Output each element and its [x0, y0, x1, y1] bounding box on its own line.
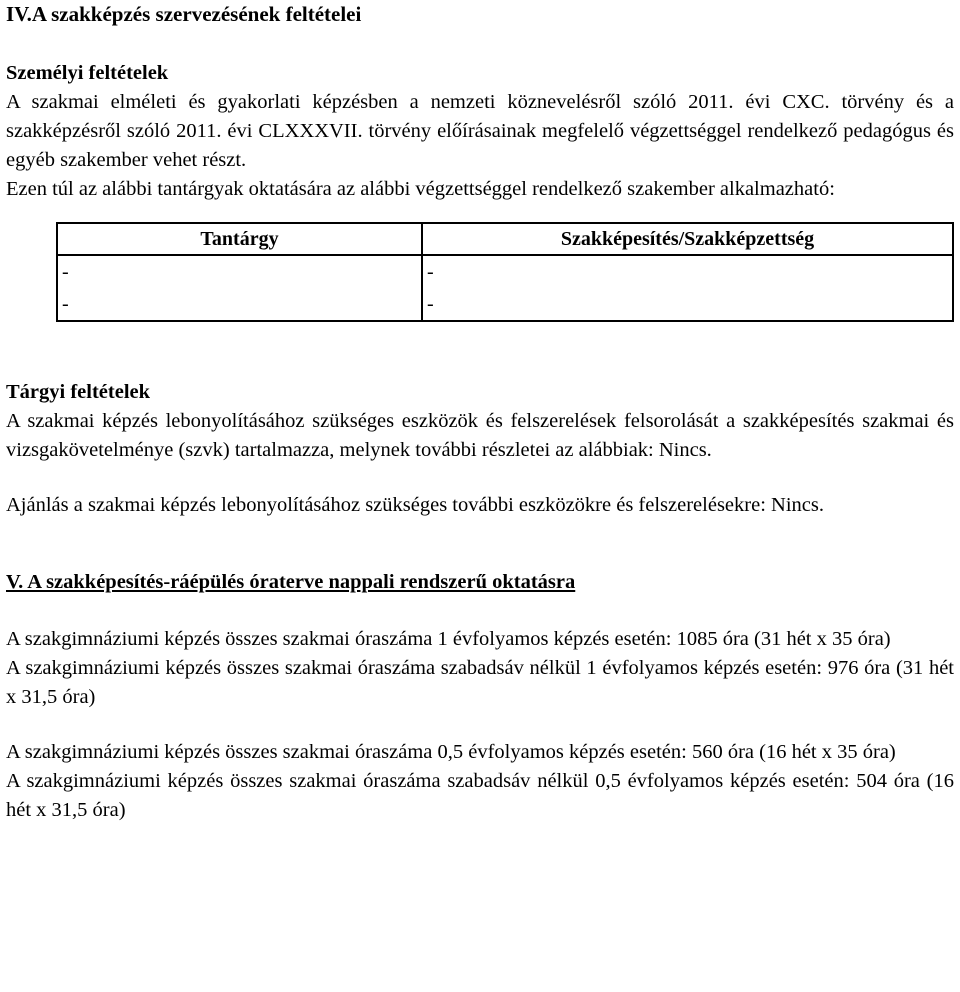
- table-header-row: [57, 223, 953, 255]
- section-5-title: V. A szakképesítés-ráépülés óraterve nappali rendszerű oktatásra: [6, 571, 576, 593]
- table-row: [57, 255, 953, 288]
- personal-requirements-extra: Ezen túl az alábbi tantárgyak oktatására az alábbi végzettséggel rendelkező szakember alkalmazható:: [6, 178, 835, 200]
- hours-1-year: A szakgimnáziumi képzés összes szakmai óraszáma 1 évfolyamos képzés esetén: 1085 óra (31 hét x 35 óra): [6, 628, 891, 650]
- personal-requirements-text: A szakmai elméleti és gyakorlati képzésben a nemzeti köznevelésről szóló 2011. évi CXC. törvény és a szakképzésről szóló 2011. évi CLXXXVII. törvény előírásainak megfelelő végzettséggel rendelkező pedagógus és egyéb szakember vehet részt.: [6, 91, 954, 171]
- table-cell: -: [422, 255, 953, 288]
- document-page: [6, 0, 954, 825]
- hours-half-year-no-free: A szakgimnáziumi képzés összes szakmai óraszáma szabadsáv nélkül 0,5 évfolyamos képzés esetén: 504 óra (16 hét x 31,5 óra): [6, 770, 954, 821]
- table-cell: -: [57, 288, 422, 321]
- table-cell: -: [57, 255, 422, 288]
- material-recommendation-text: Ajánlás a szakmai képzés lebonyolításához szükséges további eszközökre és felszerelésekre: Nincs.: [6, 494, 824, 516]
- material-requirements-text: A szakmai képzés lebonyolításához szükséges eszközök és felszerelések felsorolását a szakképesítés szakmai és vizsgakövetelménye (szvk) tartalmazza, melynek további részletei az alábbiak: Nincs.: [6, 410, 954, 461]
- subject-qualification-table: [56, 222, 954, 322]
- table-header-qualification: Szakképesítés/Szakképzettség: [422, 223, 953, 255]
- personal-requirements-heading: Személyi feltételek: [6, 62, 169, 84]
- hours-1-year-no-free: A szakgimnáziumi képzés összes szakmai óraszáma szabadsáv nélkül 1 évfolyamos képzés esetén: 976 óra (31 hét x 31,5 óra): [6, 657, 954, 708]
- hours-half-year: A szakgimnáziumi képzés összes szakmai óraszáma 0,5 évfolyamos képzés esetén: 560 óra (16 hét x 35 óra): [6, 741, 896, 763]
- material-requirements-heading: Tárgyi feltételek: [6, 381, 151, 403]
- table-header-subject: Tantárgy: [57, 223, 422, 255]
- table-cell: -: [422, 288, 953, 321]
- table-row: [57, 288, 953, 321]
- section-4-title: IV.A szakképzés szervezésének feltételei: [6, 2, 362, 26]
